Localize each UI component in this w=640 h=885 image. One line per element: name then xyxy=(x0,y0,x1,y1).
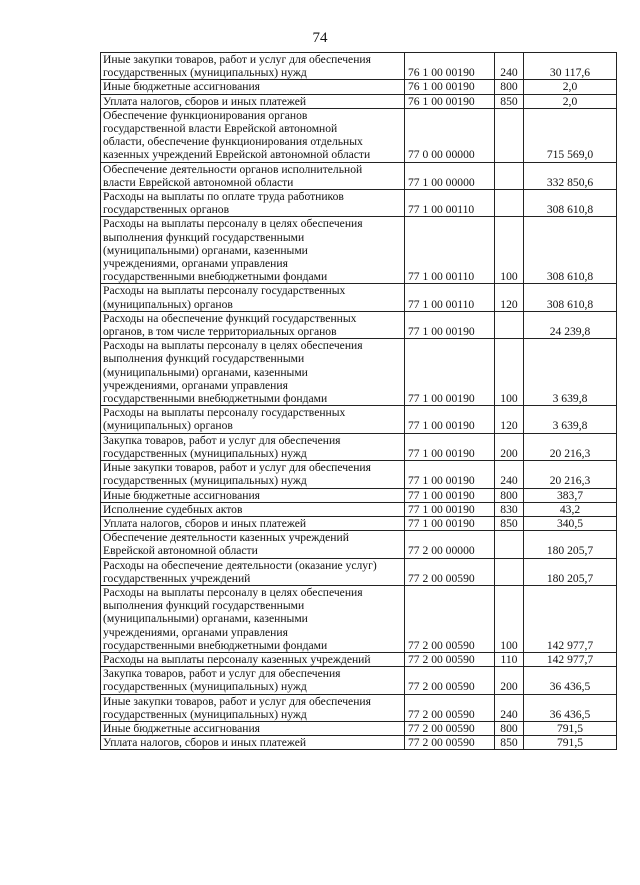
cell-amount: 2,0 xyxy=(524,94,617,108)
cell-amount: 43,2 xyxy=(524,502,617,516)
cell-code: 77 1 00 00190 xyxy=(405,406,495,433)
cell-expense-type xyxy=(495,531,524,558)
table-row xyxy=(101,667,617,694)
cell-name: Закупка товаров, работ и услуг для обеспечения государственных (муниципальных) нужд xyxy=(101,667,405,694)
cell-amount: 180 205,7 xyxy=(524,531,617,558)
cell-name: Обеспечение деятельности казенных учреждений Еврейской автономной области xyxy=(101,531,405,558)
cell-expense-type: 100 xyxy=(495,585,524,652)
cell-code: 77 2 00 00000 xyxy=(405,531,495,558)
table-row xyxy=(101,94,617,108)
cell-name: Расходы на выплаты персоналу в целях обеспечения выполнения функций государственными (муниципальными) органами, казенными учреждениями, органами управления государственными внебюджетными фондами xyxy=(101,585,405,652)
cell-code: 77 0 00 00000 xyxy=(405,108,495,162)
table-row xyxy=(101,531,617,558)
cell-name: Иные закупки товаров, работ и услуг для обеспечения государственных (муниципальных) нужд xyxy=(101,53,405,80)
cell-amount: 2,0 xyxy=(524,80,617,94)
cell-expense-type: 240 xyxy=(495,53,524,80)
cell-expense-type: 850 xyxy=(495,94,524,108)
cell-amount: 332 850,6 xyxy=(524,162,617,189)
cell-name: Иные бюджетные ассигнования xyxy=(101,80,405,94)
cell-name: Закупка товаров, работ и услуг для обеспечения государственных (муниципальных) нужд xyxy=(101,433,405,460)
cell-amount: 308 610,8 xyxy=(524,284,617,311)
cell-code: 77 1 00 00190 xyxy=(405,433,495,460)
table-row xyxy=(101,406,617,433)
cell-name: Расходы на обеспечение функций государственных органов, в том числе территориальных органов xyxy=(101,311,405,338)
cell-expense-type: 830 xyxy=(495,502,524,516)
cell-name: Исполнение судебных актов xyxy=(101,502,405,516)
cell-code: 77 2 00 00590 xyxy=(405,736,495,750)
cell-code: 77 1 00 00190 xyxy=(405,339,495,406)
table-row xyxy=(101,108,617,162)
cell-expense-type xyxy=(495,558,524,585)
cell-name: Расходы на выплаты персоналу государственных (муниципальных) органов xyxy=(101,284,405,311)
cell-amount: 30 117,6 xyxy=(524,53,617,80)
cell-expense-type: 110 xyxy=(495,652,524,666)
cell-expense-type xyxy=(495,190,524,217)
cell-name: Иные закупки товаров, работ и услуг для обеспечения государственных (муниципальных) нужд xyxy=(101,461,405,488)
cell-code: 77 2 00 00590 xyxy=(405,585,495,652)
cell-code: 77 1 00 00190 xyxy=(405,516,495,530)
table-row xyxy=(101,339,617,406)
cell-code: 77 1 00 00190 xyxy=(405,461,495,488)
cell-expense-type: 200 xyxy=(495,667,524,694)
budget-table xyxy=(100,52,617,750)
cell-expense-type: 800 xyxy=(495,488,524,502)
cell-name: Иные бюджетные ассигнования xyxy=(101,721,405,735)
cell-expense-type: 800 xyxy=(495,721,524,735)
table-row xyxy=(101,736,617,750)
cell-name: Обеспечение функционирования органов государственной власти Еврейской автономной области, обеспечение функционирования отдельных казенных учреждений Еврейской автономной области xyxy=(101,108,405,162)
cell-name: Уплата налогов, сборов и иных платежей xyxy=(101,516,405,530)
cell-name: Уплата налогов, сборов и иных платежей xyxy=(101,94,405,108)
table-row xyxy=(101,585,617,652)
cell-amount: 308 610,8 xyxy=(524,217,617,284)
cell-amount: 791,5 xyxy=(524,736,617,750)
cell-name: Расходы на выплаты персоналу в целях обеспечения выполнения функций государственными (муниципальными) органами, казенными учреждениями, органами управления государственными внебюджетными фондами xyxy=(101,339,405,406)
cell-code: 77 2 00 00590 xyxy=(405,721,495,735)
cell-code: 77 2 00 00590 xyxy=(405,694,495,721)
cell-expense-type: 100 xyxy=(495,339,524,406)
table-row xyxy=(101,311,617,338)
cell-expense-type xyxy=(495,311,524,338)
table-row xyxy=(101,162,617,189)
cell-code: 77 1 00 00110 xyxy=(405,284,495,311)
cell-amount: 3 639,8 xyxy=(524,339,617,406)
cell-code: 76 1 00 00190 xyxy=(405,94,495,108)
cell-code: 77 2 00 00590 xyxy=(405,558,495,585)
cell-expense-type: 240 xyxy=(495,461,524,488)
cell-name: Расходы на выплаты персоналу в целях обеспечения выполнения функций государственными (муниципальными) органами, казенными учреждениями, органами управления государственными внебюджетными фондами xyxy=(101,217,405,284)
cell-expense-type: 850 xyxy=(495,516,524,530)
table-row xyxy=(101,53,617,80)
cell-name: Иные бюджетные ассигнования xyxy=(101,488,405,502)
cell-code: 77 1 00 00190 xyxy=(405,488,495,502)
table-row xyxy=(101,502,617,516)
table-row xyxy=(101,694,617,721)
cell-amount: 36 436,5 xyxy=(524,667,617,694)
cell-amount: 308 610,8 xyxy=(524,190,617,217)
table-row xyxy=(101,190,617,217)
cell-amount: 715 569,0 xyxy=(524,108,617,162)
cell-name: Обеспечение деятельности органов исполнительной власти Еврейской автономной области xyxy=(101,162,405,189)
table-row xyxy=(101,516,617,530)
cell-expense-type xyxy=(495,108,524,162)
cell-code: 76 1 00 00190 xyxy=(405,53,495,80)
cell-amount: 20 216,3 xyxy=(524,433,617,460)
cell-code: 77 1 00 00190 xyxy=(405,502,495,516)
cell-amount: 142 977,7 xyxy=(524,652,617,666)
table-row xyxy=(101,80,617,94)
cell-name: Иные закупки товаров, работ и услуг для обеспечения государственных (муниципальных) нужд xyxy=(101,694,405,721)
cell-name: Уплата налогов, сборов и иных платежей xyxy=(101,736,405,750)
cell-expense-type: 120 xyxy=(495,284,524,311)
table-row xyxy=(101,433,617,460)
cell-code: 77 1 00 00110 xyxy=(405,190,495,217)
cell-expense-type: 800 xyxy=(495,80,524,94)
cell-code: 77 1 00 00000 xyxy=(405,162,495,189)
cell-expense-type: 120 xyxy=(495,406,524,433)
cell-amount: 36 436,5 xyxy=(524,694,617,721)
cell-expense-type: 240 xyxy=(495,694,524,721)
cell-amount: 383,7 xyxy=(524,488,617,502)
cell-name: Расходы на выплаты персоналу государственных (муниципальных) органов xyxy=(101,406,405,433)
cell-amount: 3 639,8 xyxy=(524,406,617,433)
cell-amount: 24 239,8 xyxy=(524,311,617,338)
table-row xyxy=(101,217,617,284)
table-row xyxy=(101,461,617,488)
cell-expense-type: 200 xyxy=(495,433,524,460)
table-row xyxy=(101,652,617,666)
table-row xyxy=(101,558,617,585)
cell-name: Расходы на выплаты по оплате труда работников государственных органов xyxy=(101,190,405,217)
cell-expense-type: 850 xyxy=(495,736,524,750)
cell-name: Расходы на обеспечение деятельности (оказание услуг) государственных учреждений xyxy=(101,558,405,585)
cell-code: 76 1 00 00190 xyxy=(405,80,495,94)
cell-code: 77 2 00 00590 xyxy=(405,652,495,666)
cell-amount: 791,5 xyxy=(524,721,617,735)
table-row xyxy=(101,488,617,502)
page-number: 74 xyxy=(312,30,328,46)
cell-code: 77 1 00 00110 xyxy=(405,217,495,284)
budget-table-body xyxy=(101,53,617,750)
cell-amount: 20 216,3 xyxy=(524,461,617,488)
cell-code: 77 1 00 00190 xyxy=(405,311,495,338)
cell-amount: 340,5 xyxy=(524,516,617,530)
cell-expense-type xyxy=(495,162,524,189)
table-row xyxy=(101,284,617,311)
cell-code: 77 2 00 00590 xyxy=(405,667,495,694)
cell-amount: 180 205,7 xyxy=(524,558,617,585)
cell-expense-type: 100 xyxy=(495,217,524,284)
cell-name: Расходы на выплаты персоналу казенных учреждений xyxy=(101,652,405,666)
table-row xyxy=(101,721,617,735)
cell-amount: 142 977,7 xyxy=(524,585,617,652)
